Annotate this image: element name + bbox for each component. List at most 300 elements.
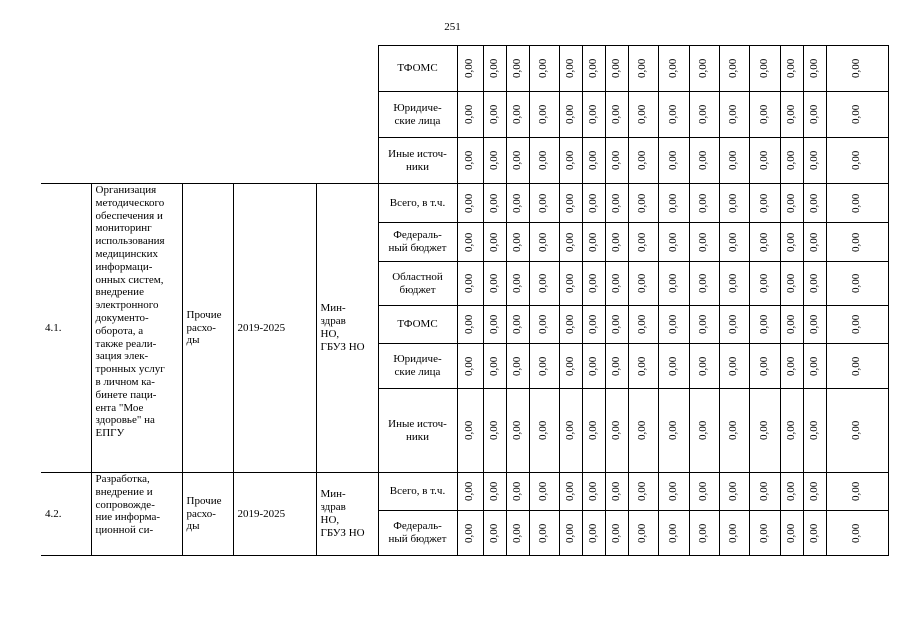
value-cell <box>628 92 658 138</box>
blank-cell <box>41 46 378 184</box>
source-cell: Иные источ- ники <box>378 138 457 184</box>
value-cell <box>529 184 559 223</box>
value-text: 0,00 <box>463 481 476 502</box>
value-cell <box>529 511 559 556</box>
value-text: 0,00 <box>636 314 649 335</box>
value-text: 0,00 <box>488 356 501 376</box>
value-text: 0,00 <box>537 356 550 376</box>
value-text: 0,00 <box>667 232 680 252</box>
source-cell: Всего, в т.ч. <box>378 473 457 511</box>
value-cell <box>689 344 719 389</box>
value-text: 0,00 <box>808 150 821 171</box>
value-text: 0,00 <box>463 232 476 252</box>
value-cell <box>780 473 803 511</box>
value-text: 0,00 <box>587 58 600 79</box>
value-cell <box>582 262 605 306</box>
value-cell <box>582 511 605 556</box>
value-text: 0,00 <box>463 150 476 171</box>
value-text: 0,00 <box>511 150 524 171</box>
value-cell <box>605 389 628 473</box>
value-text: 0,00 <box>511 273 524 294</box>
value-text: 0,00 <box>808 104 821 125</box>
value-cell <box>780 389 803 473</box>
value-text: 0,00 <box>636 273 649 294</box>
value-text: 0,00 <box>697 58 710 79</box>
value-cell <box>559 389 582 473</box>
value-cell <box>559 344 582 389</box>
value-text: 0,00 <box>511 481 524 502</box>
value-cell <box>658 389 689 473</box>
value-cell <box>605 46 628 92</box>
value-cell <box>529 46 559 92</box>
value-cell <box>506 184 529 223</box>
value-cell <box>628 184 658 223</box>
value-cell <box>803 389 826 473</box>
value-text: 0,00 <box>727 273 740 294</box>
value-cell <box>749 46 780 92</box>
value-text: 0,00 <box>697 232 710 252</box>
value-text: 0,00 <box>727 356 740 376</box>
item-number: 4.1. <box>41 184 91 473</box>
source-cell: Иные источ- ники <box>378 389 457 473</box>
value-text: 0,00 <box>785 193 798 213</box>
value-cell <box>658 511 689 556</box>
value-text: 0,00 <box>537 420 550 441</box>
value-text: 0,00 <box>727 232 740 252</box>
value-text: 0,00 <box>610 273 623 294</box>
value-text: 0,00 <box>667 523 680 543</box>
value-cell <box>658 306 689 344</box>
value-cell <box>529 223 559 262</box>
value-text: 0,00 <box>785 104 798 125</box>
value-cell <box>582 306 605 344</box>
value-cell <box>483 344 506 389</box>
value-cell <box>582 92 605 138</box>
value-text: 0,00 <box>667 314 680 335</box>
value-text: 0,00 <box>850 356 863 376</box>
value-text: 0,00 <box>564 58 577 79</box>
value-cell <box>605 344 628 389</box>
value-text: 0,00 <box>511 58 524 79</box>
value-cell <box>689 46 719 92</box>
value-cell <box>582 473 605 511</box>
value-text: 0,00 <box>463 193 476 213</box>
value-text: 0,00 <box>697 104 710 125</box>
value-cell <box>826 473 888 511</box>
value-cell <box>559 92 582 138</box>
value-text: 0,00 <box>727 193 740 213</box>
value-cell <box>658 46 689 92</box>
value-text: 0,00 <box>564 232 577 252</box>
value-text: 0,00 <box>537 273 550 294</box>
value-cell <box>719 138 749 184</box>
value-cell <box>559 262 582 306</box>
value-text: 0,00 <box>850 193 863 213</box>
value-text: 0,00 <box>463 314 476 335</box>
value-cell <box>506 306 529 344</box>
value-text: 0,00 <box>808 314 821 335</box>
value-cell <box>628 46 658 92</box>
value-text: 0,00 <box>488 58 501 79</box>
value-cell <box>719 223 749 262</box>
value-cell <box>529 138 559 184</box>
value-text: 0,00 <box>785 58 798 79</box>
value-cell <box>826 511 888 556</box>
value-cell <box>506 262 529 306</box>
value-text: 0,00 <box>697 523 710 543</box>
value-cell <box>803 306 826 344</box>
value-cell <box>605 306 628 344</box>
value-cell <box>483 473 506 511</box>
value-text: 0,00 <box>537 523 550 543</box>
value-cell <box>529 92 559 138</box>
value-cell <box>780 138 803 184</box>
value-text: 0,00 <box>488 481 501 502</box>
value-cell <box>628 306 658 344</box>
value-text: 0,00 <box>511 232 524 252</box>
value-cell <box>605 138 628 184</box>
value-text: 0,00 <box>537 150 550 171</box>
value-text: 0,00 <box>758 232 771 252</box>
value-text: 0,00 <box>727 481 740 502</box>
value-cell <box>582 184 605 223</box>
value-cell <box>719 46 749 92</box>
value-cell <box>457 473 483 511</box>
value-cell <box>689 389 719 473</box>
value-text: 0,00 <box>610 104 623 125</box>
value-text: 0,00 <box>636 232 649 252</box>
value-text: 0,00 <box>727 420 740 441</box>
value-text: 0,00 <box>636 420 649 441</box>
value-cell <box>749 138 780 184</box>
source-cell: Областной бюджет <box>378 262 457 306</box>
value-text: 0,00 <box>587 232 600 252</box>
value-text: 0,00 <box>808 420 821 441</box>
value-cell <box>628 389 658 473</box>
value-cell <box>559 223 582 262</box>
value-cell <box>529 262 559 306</box>
value-cell <box>483 511 506 556</box>
value-text: 0,00 <box>587 481 600 502</box>
value-text: 0,00 <box>850 58 863 79</box>
value-cell <box>529 306 559 344</box>
value-text: 0,00 <box>758 150 771 171</box>
value-cell <box>605 511 628 556</box>
value-cell <box>749 92 780 138</box>
value-cell <box>582 389 605 473</box>
value-text: 0,00 <box>758 58 771 79</box>
value-cell <box>628 344 658 389</box>
value-text: 0,00 <box>785 420 798 441</box>
value-text: 0,00 <box>537 481 550 502</box>
value-text: 0,00 <box>697 481 710 502</box>
value-text: 0,00 <box>511 420 524 441</box>
value-text: 0,00 <box>667 420 680 441</box>
value-text: 0,00 <box>850 523 863 543</box>
value-text: 0,00 <box>697 150 710 171</box>
value-cell <box>749 262 780 306</box>
value-cell <box>582 344 605 389</box>
value-cell <box>559 184 582 223</box>
value-text: 0,00 <box>758 273 771 294</box>
value-text: 0,00 <box>808 58 821 79</box>
value-cell <box>689 511 719 556</box>
value-cell <box>719 511 749 556</box>
value-text: 0,00 <box>610 481 623 502</box>
value-cell <box>749 473 780 511</box>
value-text: 0,00 <box>511 314 524 335</box>
value-cell <box>457 138 483 184</box>
value-cell <box>826 389 888 473</box>
value-cell <box>605 262 628 306</box>
value-cell <box>803 184 826 223</box>
item-description: Организация методического обеспечения и мониторинг использования медицинских информаци- онных систем, внедрение электронного документо- оборота, а также реали- зация элек- тронных услуг в личном ка- бинете паци- ента "Мое здоровье" на ЕПГУ <box>91 184 182 473</box>
value-text: 0,00 <box>587 273 600 294</box>
value-cell <box>628 473 658 511</box>
table-row <box>41 46 888 92</box>
period: 2019-2025 <box>233 473 316 556</box>
value-cell <box>749 306 780 344</box>
value-text: 0,00 <box>488 193 501 213</box>
value-cell <box>457 511 483 556</box>
value-text: 0,00 <box>488 523 501 543</box>
value-text: 0,00 <box>564 420 577 441</box>
value-cell <box>826 306 888 344</box>
value-cell <box>559 511 582 556</box>
value-cell <box>605 184 628 223</box>
value-cell <box>506 138 529 184</box>
value-cell <box>483 223 506 262</box>
value-cell <box>506 389 529 473</box>
value-text: 0,00 <box>636 58 649 79</box>
value-text: 0,00 <box>667 481 680 502</box>
value-cell <box>529 344 559 389</box>
table-row <box>41 184 888 223</box>
value-cell <box>457 184 483 223</box>
value-text: 0,00 <box>697 193 710 213</box>
item-number: 4.2. <box>41 473 91 556</box>
value-text: 0,00 <box>636 193 649 213</box>
value-text: 0,00 <box>636 104 649 125</box>
expense-type: Прочие расхо- ды <box>182 184 233 473</box>
value-text: 0,00 <box>850 314 863 335</box>
value-text: 0,00 <box>488 314 501 335</box>
value-text: 0,00 <box>587 356 600 376</box>
value-text: 0,00 <box>667 150 680 171</box>
value-text: 0,00 <box>587 523 600 543</box>
value-text: 0,00 <box>564 150 577 171</box>
value-text: 0,00 <box>758 523 771 543</box>
value-text: 0,00 <box>610 314 623 335</box>
value-text: 0,00 <box>850 150 863 171</box>
value-cell <box>689 92 719 138</box>
value-cell <box>559 306 582 344</box>
value-text: 0,00 <box>697 356 710 376</box>
value-cell <box>689 473 719 511</box>
value-text: 0,00 <box>697 314 710 335</box>
value-text: 0,00 <box>667 193 680 213</box>
value-text: 0,00 <box>463 273 476 294</box>
source-cell: Федераль- ный бюджет <box>378 511 457 556</box>
value-cell <box>559 473 582 511</box>
value-text: 0,00 <box>850 273 863 294</box>
value-text: 0,00 <box>488 104 501 125</box>
value-text: 0,00 <box>587 314 600 335</box>
value-cell <box>457 92 483 138</box>
value-cell <box>803 473 826 511</box>
value-cell <box>719 306 749 344</box>
value-cell <box>826 344 888 389</box>
value-cell <box>658 223 689 262</box>
value-text: 0,00 <box>463 104 476 125</box>
value-text: 0,00 <box>727 150 740 171</box>
value-text: 0,00 <box>587 193 600 213</box>
value-cell <box>780 262 803 306</box>
value-text: 0,00 <box>610 356 623 376</box>
value-text: 0,00 <box>758 481 771 502</box>
value-text: 0,00 <box>850 104 863 125</box>
value-cell <box>628 138 658 184</box>
value-text: 0,00 <box>488 273 501 294</box>
expense-type: Прочие расхо- ды <box>182 473 233 556</box>
value-text: 0,00 <box>488 420 501 441</box>
value-text: 0,00 <box>511 523 524 543</box>
value-text: 0,00 <box>727 314 740 335</box>
value-cell <box>605 223 628 262</box>
value-text: 0,00 <box>564 481 577 502</box>
value-text: 0,00 <box>564 356 577 376</box>
value-cell <box>719 262 749 306</box>
value-text: 0,00 <box>785 523 798 543</box>
value-cell <box>803 92 826 138</box>
value-cell <box>780 344 803 389</box>
value-text: 0,00 <box>808 273 821 294</box>
page-number: 251 <box>444 21 461 33</box>
value-text: 0,00 <box>610 150 623 171</box>
value-cell <box>719 389 749 473</box>
value-text: 0,00 <box>785 150 798 171</box>
value-cell <box>559 46 582 92</box>
value-cell <box>658 138 689 184</box>
source-cell: Федераль- ный бюджет <box>378 223 457 262</box>
value-text: 0,00 <box>758 420 771 441</box>
value-text: 0,00 <box>758 356 771 376</box>
value-cell <box>457 262 483 306</box>
value-text: 0,00 <box>511 356 524 376</box>
value-text: 0,00 <box>636 523 649 543</box>
value-cell <box>457 344 483 389</box>
source-cell: Юридиче- ские лица <box>378 344 457 389</box>
value-cell <box>803 262 826 306</box>
value-cell <box>803 223 826 262</box>
value-text: 0,00 <box>808 523 821 543</box>
value-cell <box>628 223 658 262</box>
value-text: 0,00 <box>537 314 550 335</box>
value-text: 0,00 <box>537 193 550 213</box>
executor: Мин- здрав НО, ГБУЗ НО <box>316 473 378 556</box>
value-cell <box>749 511 780 556</box>
value-cell <box>803 511 826 556</box>
value-cell <box>749 344 780 389</box>
value-cell <box>506 344 529 389</box>
value-cell <box>780 223 803 262</box>
value-text: 0,00 <box>587 104 600 125</box>
value-text: 0,00 <box>785 232 798 252</box>
value-text: 0,00 <box>785 273 798 294</box>
value-cell <box>628 262 658 306</box>
value-cell <box>483 184 506 223</box>
value-text: 0,00 <box>463 420 476 441</box>
value-text: 0,00 <box>610 58 623 79</box>
value-text: 0,00 <box>610 420 623 441</box>
value-cell <box>803 46 826 92</box>
value-cell <box>826 184 888 223</box>
value-cell <box>457 223 483 262</box>
value-cell <box>658 473 689 511</box>
value-cell <box>483 138 506 184</box>
value-text: 0,00 <box>758 314 771 335</box>
value-cell <box>689 306 719 344</box>
value-text: 0,00 <box>785 314 798 335</box>
value-text: 0,00 <box>758 104 771 125</box>
value-text: 0,00 <box>537 232 550 252</box>
value-text: 0,00 <box>564 104 577 125</box>
executor: Мин- здрав НО, ГБУЗ НО <box>316 184 378 473</box>
value-cell <box>658 92 689 138</box>
value-cell <box>826 46 888 92</box>
value-cell <box>483 92 506 138</box>
value-text: 0,00 <box>511 104 524 125</box>
value-cell <box>780 511 803 556</box>
value-cell <box>658 262 689 306</box>
source-cell: ТФОМС <box>378 306 457 344</box>
value-cell <box>529 473 559 511</box>
value-cell <box>658 184 689 223</box>
value-text: 0,00 <box>488 150 501 171</box>
value-text: 0,00 <box>785 356 798 376</box>
value-cell <box>457 46 483 92</box>
value-cell <box>803 138 826 184</box>
value-text: 0,00 <box>564 273 577 294</box>
value-cell <box>749 389 780 473</box>
value-cell <box>719 473 749 511</box>
value-cell <box>483 262 506 306</box>
value-text: 0,00 <box>610 523 623 543</box>
value-cell <box>689 223 719 262</box>
budget-table <box>41 45 889 556</box>
value-cell <box>803 344 826 389</box>
value-cell <box>719 92 749 138</box>
value-text: 0,00 <box>697 420 710 441</box>
value-cell <box>506 223 529 262</box>
value-text: 0,00 <box>587 420 600 441</box>
value-cell <box>689 262 719 306</box>
value-text: 0,00 <box>488 232 501 252</box>
value-cell <box>457 306 483 344</box>
value-text: 0,00 <box>537 104 550 125</box>
source-cell: ТФОМС <box>378 46 457 92</box>
value-cell <box>749 184 780 223</box>
value-text: 0,00 <box>463 523 476 543</box>
value-cell <box>689 184 719 223</box>
value-cell <box>628 511 658 556</box>
value-text: 0,00 <box>808 193 821 213</box>
value-cell <box>506 473 529 511</box>
value-text: 0,00 <box>463 356 476 376</box>
source-cell: Юридиче- ские лица <box>378 92 457 138</box>
value-text: 0,00 <box>610 193 623 213</box>
value-text: 0,00 <box>727 523 740 543</box>
